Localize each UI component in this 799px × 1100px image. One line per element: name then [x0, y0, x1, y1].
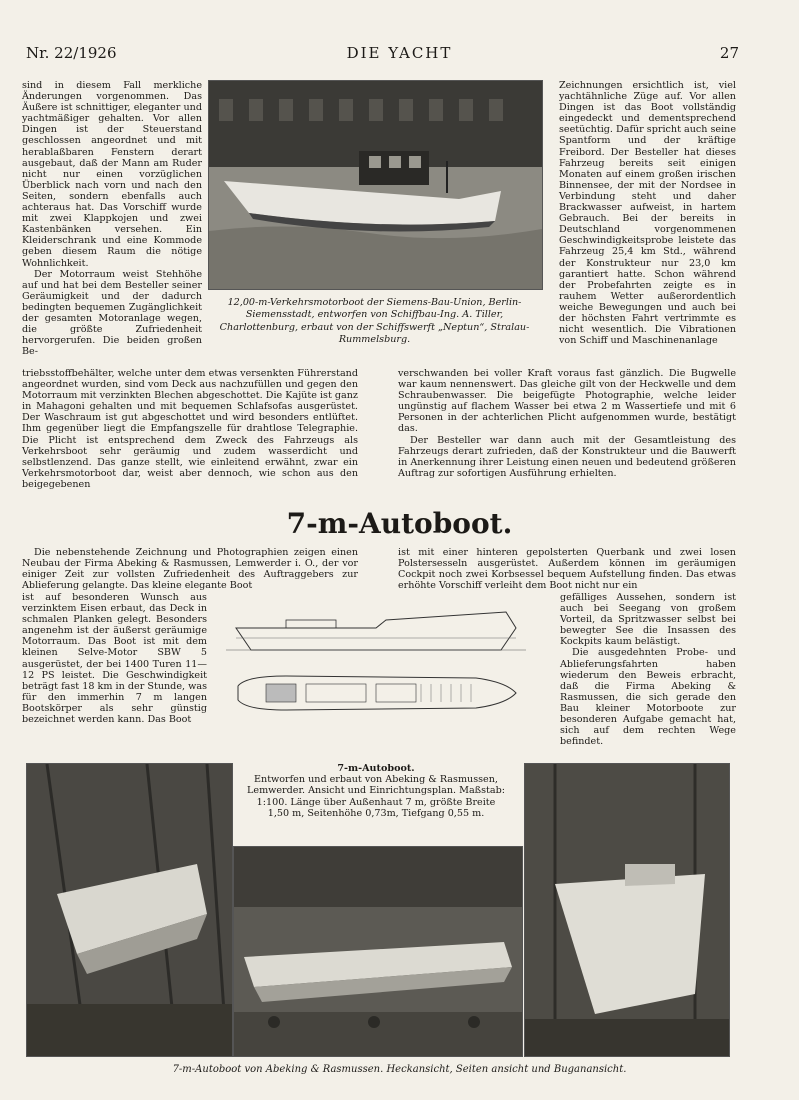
side-and-plan-view-icon	[226, 598, 556, 730]
paragraph: gefälliges Aussehen, sondern ist auch bei Seegang von großem Vorteil, da Spritzwasser selbst bei bewegter See die Insassen des Kockpits kaum belästigt.	[560, 592, 736, 648]
article-title: 7-m-Autoboot.	[286, 507, 513, 540]
left-column-top	[22, 80, 202, 357]
paragraph: ist auf besonderen Wunsch aus verzinktem Eisen erbaut, das Deck in schmalen Planken gelegt. Besonders angenehm ist der äußerst geräumige Motorraum. Das Boot ist mit dem kleinen Selve-Motor SBW 5 ausgerüstet, der bei 1400 Turen 11—12 PS leistet. Die Geschwindigkeit beträgt fast 18 km in der Stunde, was für den immerhin 7 m langen Bootskörper als sehr günstig bezeichnet werden kann. Das Boot	[22, 592, 207, 726]
plan-box-caption	[245, 763, 507, 819]
caption-body: Entworfen und erbaut von Abeking & Rasmussen, Lemwerder. Ansicht und Einrichtungsplan. Maßstab: 1:100. Länge über Außenhaut 7 m, größte Breite 1,50 m, Seitenhöhe 0,73m, Tiefgang 0,55 m.	[247, 774, 505, 819]
bottom-caption: 7-m-Autoboot von Abeking & Rasmussen. Heckansicht, Seiten ansicht und Buganansicht.	[172, 1064, 627, 1075]
paragraph: sind in diesem Fall merkliche Änderungen vorgenommen. Das Äußere ist schnittiger, eleganter und yachtmäßiger gehalten. Vor allen Dingen ist der Steuerstand geschlossen angeordnet und mit herablaßbaren Fenstern derart ausgebaut, daß der Mann am Ruder nicht nur einen vorzüglichen Überblick nach vorn und nach den Seiten, sondern ebenfalls auch achteraus hat. Das Vorschiff wurde mit zwei Klappkojen und zwei Kastenbänken versehen. Ein Kleiderschrank und eine Kommode geben diesem Raum die nötige Wohnlichkeit.	[22, 80, 202, 269]
paragraph: Der Besteller war dann auch mit der Gesamtleistung des Fahrzeugs derart zufrieden, daß der Konstrukteur und die Bauwerft in Anerkennung ihrer Leistung einen neuen und bedeutend größeren Auftrag zur sofortigen Ausführung erhielten.	[398, 434, 736, 479]
paragraph: triebsstoffbehälter, welche unter dem etwas versenkten Führerstand angeordnet wurden, sind vom Deck aus nachzufüllen und gegen den Motorraum mit verzinkten Blechen abgeschottet. Die Kajüte ist ganz in Mahagoni gehalten und mit bequemen Schlafsofas ausgerüstet. Der Waschraum ist gut abgeschottet und wird besonders entlüftet. Ihm gegenüber liegt die Empfangszelle für drahtlose Telegraphie. Die Plicht ist entsprechend dem Zweck des Fahrzeugs als Verkehrsboot sehr geräumig und zudem wasserdicht und selbstlenzend. Das ganze stellt, wie einleitend erwähnt, zwar ein Verkehrsmotorboot dar, weist aber dennoch, wie schon aus den beigegebenen	[22, 368, 358, 490]
boat-plan-drawing	[226, 598, 556, 730]
paragraph: verschwanden bei voller Kraft voraus fast gänzlich. Die Bugwelle war kaum nennenswert. Das gleiche gilt von der Heckwelle und dem Schraubenwasser. Die beigefügte Photographie, welche leider ungünstig auf flachem Wasser bei etwa 2 m Wassertiefe und mit 6 Personen in der achterlichen Plicht aufgenommen wurde, bestätigt das.	[398, 368, 736, 435]
right-wide-text	[398, 368, 736, 479]
side-view-photo	[233, 846, 523, 1057]
seitenansicht-image	[234, 847, 522, 1056]
paragraph: Zeichnungen ersichtlich ist, viel yachtähnliche Züge auf. Vor allen Dingen ist das Boot vollständig eingedeckt und dementsprechend seetüchtig. Dafür spricht auch seine Spantform und der kräftige Freibord. Der Besteller hat dieses Fahrzeug bereits seit einigen Monaten auf einem großen irischen Binnensee, der mit der Nordsee in Verbindung steht und daher Brackwasser aufweist, in hartem Gebrauch. Bei der bereits in Deutschland vorgenommenen Geschwindigkeitsprobe leistete das Fahrzeug 25,4 km Std., während der Konstrukteur nur 23,0 km garantiert hatte. Schon während der Probefahrten zeigte es in rauhem Wetter außerordentlich weiche Bewegungen und auch bei der höchsten Fahrt vertrimmte es nicht wesentlich. Die Vibrationen von Schiff und Maschinenanlage	[559, 80, 737, 347]
article-left-narrow	[22, 592, 207, 725]
caption-title: 7-m-Autoboot.	[337, 763, 415, 774]
bow-view-photo	[524, 763, 730, 1057]
paragraph: Die ausgedehnten Probe- und Ablieferungsfahrten haben wiederum den Beweis erbracht, daß die Firma Abeking & Rasmussen, die sich gerade den Bau kleiner Motorboote zur besonderen Aufgabe gemacht hat, sich auf dem rechten Wege befindet.	[560, 647, 736, 748]
right-column-top	[559, 80, 736, 346]
paragraph: ist mit einer hinteren gepolsterten Querbank und zwei losen Polstersesseln ausgerüstet. Außerdem können im geräumigen Cockpit noch zwei Korbsessel bequem Aufstellung finden. Das etwas erhöhte Vorschiff verleiht dem Boot nicht nur ein	[398, 547, 736, 592]
verkehrsmotorboot-image	[209, 81, 542, 289]
left-wide-text	[22, 368, 358, 490]
article-right-narrow	[560, 592, 736, 747]
article-left-wide	[22, 547, 358, 591]
article-right-wide	[398, 547, 736, 591]
stern-view-photo	[26, 763, 233, 1057]
paragraph: Die nebenstehende Zeichnung und Photographien zeigen einen Neubau der Firma Abeking & Rasmussen, Lemwerder i. O., der vor einiger Zeit zur vollsten Zufriedenheit des Auftraggebers zur Ablieferung gelangte. Das kleine elegante Boot	[22, 547, 358, 592]
issue-number: Nr. 22/1926	[26, 44, 117, 62]
buganansicht-image	[525, 764, 729, 1056]
magazine-title: DIE YACHT	[346, 44, 453, 62]
heckansicht-image	[27, 764, 232, 1056]
top-boat-photo	[208, 80, 543, 290]
paragraph: Der Motorraum weist Stehhöhe auf und hat bei dem Besteller seiner Geräumigkeit und der dadurch bedingten bequemen Zugänglichkeit der gesamten Motoranlage wegen, die größte Zufriedenheit hervorgerufen. Die beiden großen Be-	[22, 268, 202, 358]
top-photo-caption: 12,00-m-Verkehrsmotorboot der Siemens-Bau-Union, Berlin-Siemensstadt, entworfen von Schiffbau-Ing. A. Tiller, Charlottenburg, erbaut von der Schiffswerft „Neptun“, Stralau-Rummelsburg.	[219, 297, 530, 346]
page-number: 27	[719, 44, 739, 62]
